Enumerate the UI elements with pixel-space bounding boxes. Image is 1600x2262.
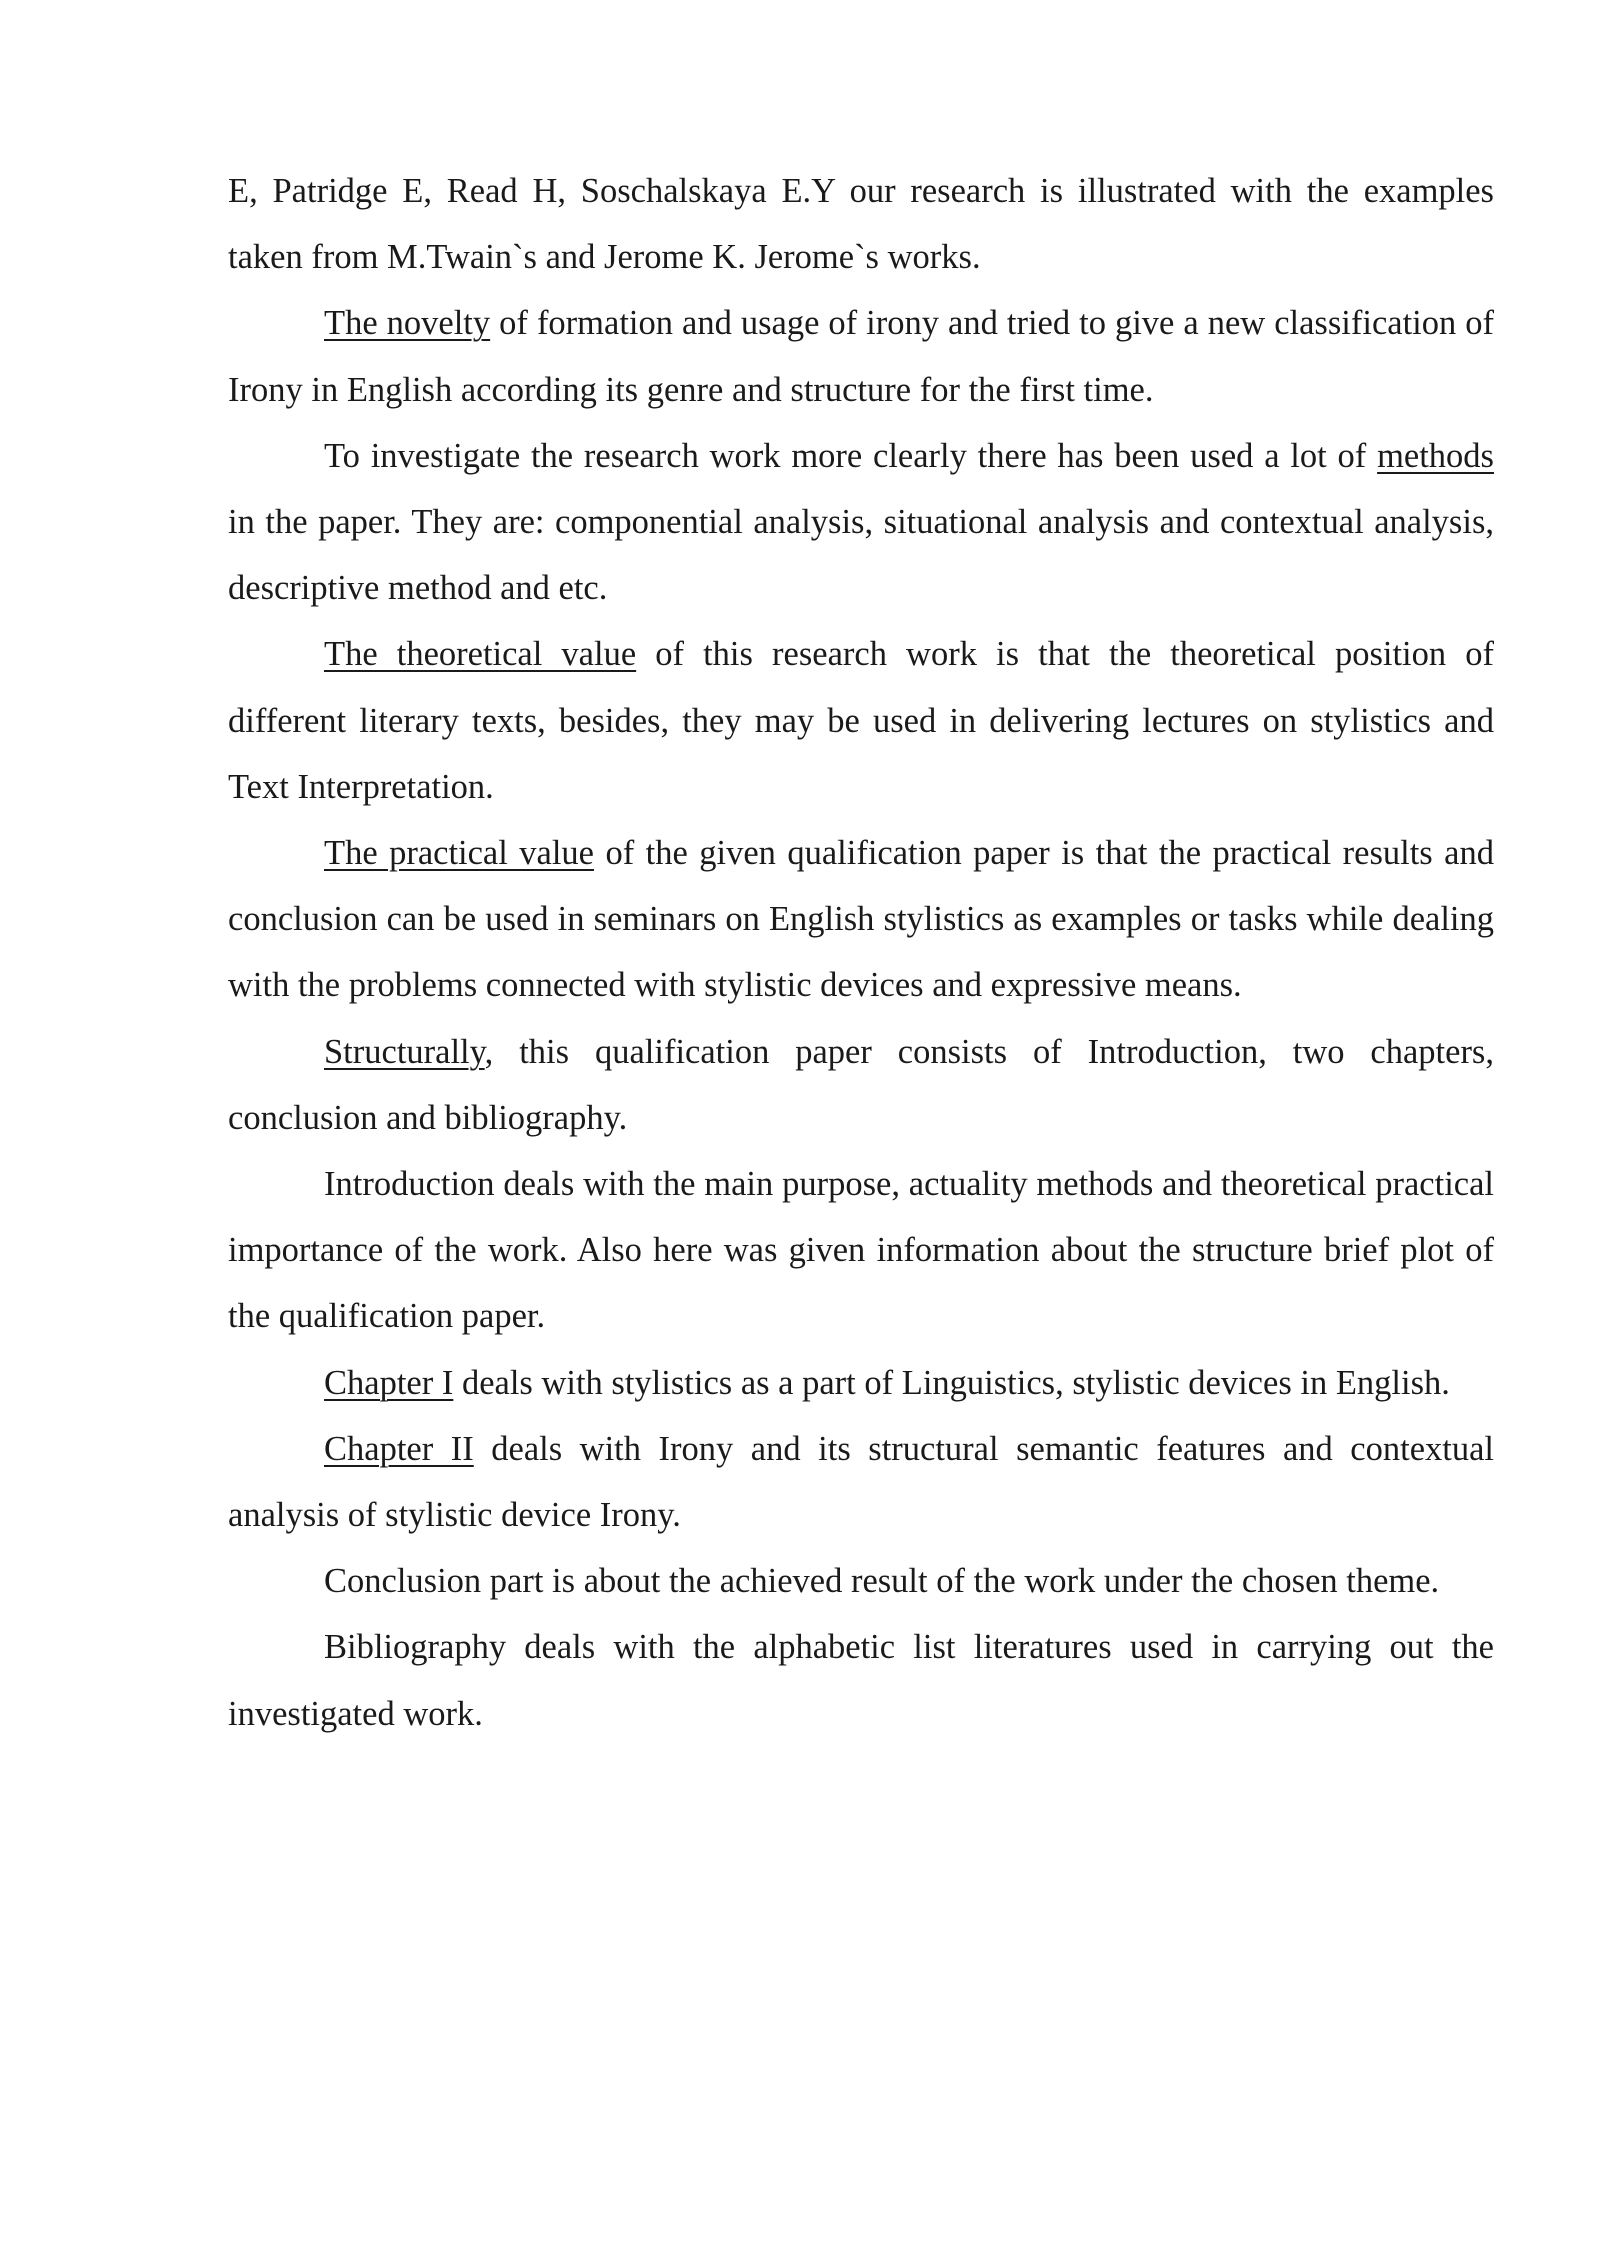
paragraph-theoretical-value xyxy=(228,621,1494,820)
paragraph-bibliography xyxy=(228,1614,1494,1746)
paragraph-introduction xyxy=(228,1151,1494,1350)
paragraph-text: Conclusion part is about the achieved result of the work under the chosen theme. xyxy=(324,1562,1440,1601)
paragraph-chapter-2 xyxy=(228,1416,1494,1548)
underlined-term: Structurally xyxy=(324,1032,485,1071)
paragraph-continuation xyxy=(228,158,1494,290)
paragraph-methods xyxy=(228,423,1494,622)
underlined-term: The practical value xyxy=(324,834,594,873)
paragraph-text: deals with stylistics as a part of Linguistics, stylistic devices in English. xyxy=(453,1363,1450,1402)
paragraph-novelty xyxy=(228,290,1494,422)
paragraph-text: deals with Irony and its structural semantic features and contextual analysis of stylistic device Irony. xyxy=(228,1429,1494,1535)
paragraph-text: of formation and usage of irony and tried to give a new classification of Irony in English according its genre and structure for the first time. xyxy=(228,304,1495,409)
underlined-term: Chapter II xyxy=(324,1429,474,1468)
paragraph-text: E, Patridge E, Read H, Soschalskaya E.Y our research is illustrated with the examples taken from M.Twain`s and Jerome K. Jerome`s works. xyxy=(228,172,1494,277)
paragraph-text: of the given qualification paper is that the practical results and conclusion can be used in seminars on English stylistics as examples or tasks while dealing with the problems connected with stylistic devices and expressive means. xyxy=(228,834,1494,1005)
underlined-term: Chapter I xyxy=(324,1363,454,1402)
paragraph-text: Introduction deals with the main purpose, actuality methods and theoretical practical importance of the work. Also here was given information about the structure brief plot of the qualification paper. xyxy=(228,1165,1494,1336)
underlined-term: The theoretical value xyxy=(324,635,637,674)
paragraph-structurally xyxy=(228,1019,1494,1151)
underlined-term: methods xyxy=(1377,436,1494,475)
paragraph-practical-value xyxy=(228,820,1494,1019)
underlined-term: The novelty xyxy=(324,304,491,343)
paragraph-text: To investigate the research work more clearly there has been used a lot of xyxy=(324,436,1378,475)
paragraph-text: , this qualification paper consists of Introduction, two chapters, conclusion and bibliography. xyxy=(228,1032,1494,1137)
paragraph-conclusion xyxy=(228,1548,1494,1614)
paragraph-text: of this research work is that the theoretical position of different literary texts, besides, they may be used in delivering lectures on stylistics and Text Interpretation. xyxy=(228,635,1494,806)
paragraph-chapter-1 xyxy=(228,1350,1494,1416)
paragraph-text: Bibliography deals with the alphabetic list literatures used in carrying out the investigated work. xyxy=(228,1628,1494,1733)
paragraph-text: in the paper. They are: componential analysis, situational analysis and contextual analysis, descriptive method and etc. xyxy=(228,503,1494,608)
body-text xyxy=(228,158,1494,1747)
